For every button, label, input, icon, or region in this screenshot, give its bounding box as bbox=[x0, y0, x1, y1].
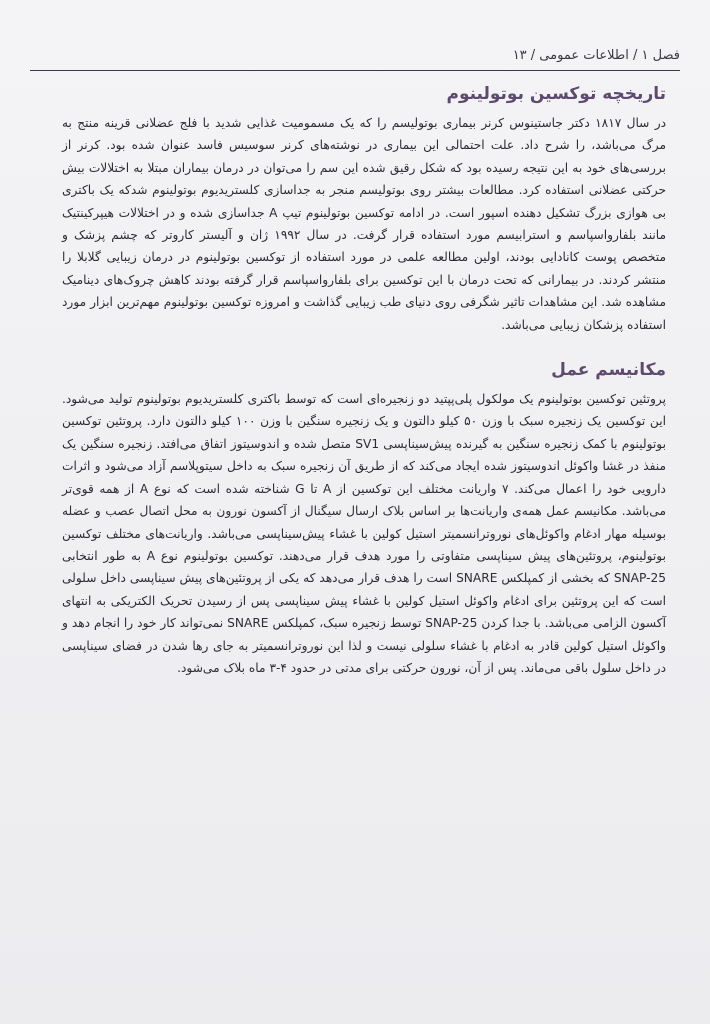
page-content bbox=[62, 80, 666, 679]
section-history bbox=[62, 80, 666, 336]
running-head-text: فصل ۱ / اطلاعات عمومی / ۱۳ bbox=[512, 48, 680, 63]
section-mechanism bbox=[62, 356, 666, 679]
section-body-history: در سال ۱۸۱۷ دکتر جاستینوس کرنر بیماری بوتولیسم را که یک مسمومیت غذایی شدید با فلج عضلانی قرینه منتج به مرگ می‌باشد، را شرح داد. علت احتمالی این بیماری در نوشته‌های کرنر سوسیس فاسد عنوان شده بود. کرنر از بررسی‌های خود به این نتیجه رسیده بود که شکل رقیق شده این سم را می‌توان در درمان بیماران مبتلا به اختلالات بیش حرکتی عضلانی استفاده کرد. مطالعات بیشتر روی بوتولیسم منجر به جداسازی کلستریدیوم بوتولینوم شدکه یک باکتری بی هوازی بزرگ تشکیل دهنده اسپور است. در ادامه توکسین بوتولینوم تیپ A جداسازی شده و در اختلالات هیپرکینتیک مانند بلفارواسپاسم و استرابیسم مورد استفاده قرار گرفت. در سال ۱۹۹۲ ژان و آلیستر کاروتر که چشم پزشک و متخصص پوست کانادایی بودند، اولین مطالعه علمی در مورد استفاده از توکسین بوتولینوم در درمان زیبایی گلابلا را منتشر کردند. در بیمارانی که تحت درمان با این توکسین برای بلفارواسپاسم قرار گرفته بودند کاهش چروک‌های دینامیک مشاهده شد. این مشاهدات تاثیر شگرفی روی دنیای طب زیبایی گذاشت و امروزه توکسین بوتولینوم مهم‌ترین ابزار مورد استفاده پزشکان زیبایی می‌باشد. bbox=[62, 116, 667, 332]
section-body-mechanism: پروتئین توکسین بوتولینوم یک مولکول پلی‌پپتید دو زنجیره‌ای است که توسط باکتری کلستریدیوم بوتولینوم تولید می‌شود. این توکسین یک زنجیره سبک با وزن ۵۰ کیلو دالتون و یک زنجیره سنگین با وزن ۱۰۰ کیلو دالتون دارد. پروتئین توکسین بوتولینوم با کمک زنجیره سنگین به گیرنده پیش‌سیناپسی SV1 متصل شده و اندوسیتوز اتفاق می‌افتد. زنجیره سنگین یک منفذ در غشا واکوئل اندوسیتوز شده ایجاد می‌کند که از طریق آن زنجیره سبک به داخل سیتوپلاسم آزاد می‌شود و اثرات دارویی خود را اعمال می‌کند. ۷ واریانت مختلف این توکسین از A تا G شناخته شده است که نوع A از همه قوی‌تر می‌باشد. مکانیسم عمل همه‌ی واریانت‌ها بر اساس بلاک ارسال سیگنال از آکسون نورون به محل اتصال عصب و عضله بوسیله مهار ادغام واکوئل‌های نوروترانسمیتر استیل کولین با غشاء پیش‌سیناپسی می‌باشد. واریانت‌های مختلف توکسین بوتولینوم، پروتئین‌های پیش سیناپسی متفاوتی را مورد هدف قرار می‌دهند. توکسین بوتولینوم نوع A به طور انتخابی SNAP-25 که بخشی از کمپلکس SNARE است را هدف قرار می‌دهد که یکی از پروتئین‌های پیش سیناپسی داخل سلولی است که این پروتئین برای ادغام واکوئل استیل کولین با غشاء پیش سیناپسی پس از رسیدن تحریک الکتریکی به انتهای آکسون الزامی می‌باشد. با جدا کردن SNAP-25 توسط زنجیره سبک، کمپلکس SNARE نمی‌تواند کار خود را انجام دهد و واکوئل استیل کولین قادر به ادغام با غشاء سلولی نیست و لذا این نوروترانسمیتر به جای رها شدن در فضای سیناپسی در داخل سلول باقی می‌ماند. پس از آن، نورون حرکتی برای مدتی در حدود ۴-۳ ماه بلاک می‌شود. bbox=[62, 392, 666, 675]
running-header bbox=[30, 42, 680, 71]
section-title-mechanism: مکانیسم عمل bbox=[551, 360, 666, 381]
section-title-history: تاریخچه توکسین بوتولینوم bbox=[446, 84, 666, 104]
